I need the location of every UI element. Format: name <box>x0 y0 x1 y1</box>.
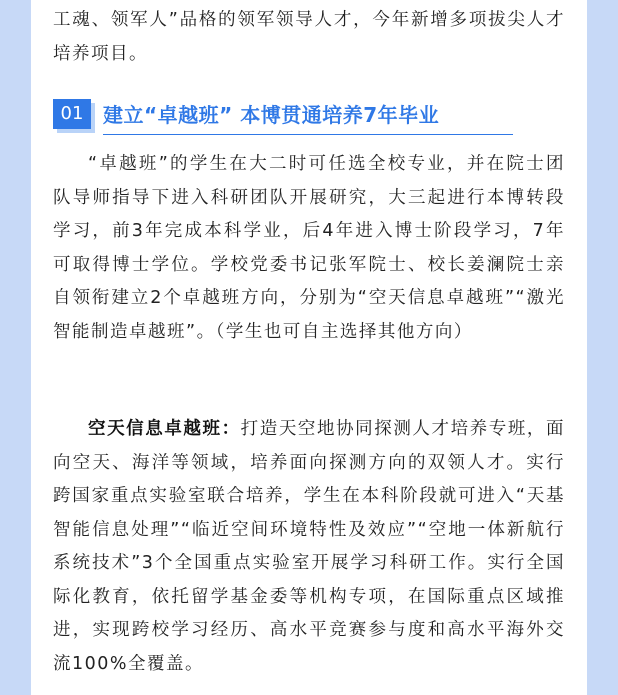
paragraph-excellence-class: “卓越班”的学生在大二时可任选全校专业，并在院士团队导师指导下进入科研团队开展研究，大三起进行本博转段学习，前3年完成本科学业，后4年进入博士阶段学习，7年可取得博士学位。学校党委书记张军院士、校长姜澜院士亲自领衔建立2个卓越班方向，分别为“空天信息卓越班”“激光智能制造卓越班”。（学生也可自主选择其他方向） <box>53 154 565 342</box>
section-number-badge: 01 <box>53 99 91 129</box>
section-title: 建立“卓越班” 本博贯通培养7年毕业 <box>103 103 440 127</box>
article-page <box>31 0 587 695</box>
intro-paragraph: 工魂、领军人”品格的领军领导人才，今年新增多项拔尖人才培养项目。 <box>53 10 565 64</box>
paragraph-lead: 空天信息卓越班： <box>88 419 241 439</box>
paragraph-body: 打造天空地协同探测人才培养专班，面向空天、海洋等领域，培养面向探测方向的双领人才。实行跨国家重点实验室联合培养，学生在本科阶段就可进入“天基智能信息处理”“临近空间环境特性及效应”“空地一体新航行系统技术”3个全国重点实验室开展学习科研工作。实行全国际化教育，依托留学基金委等机构专项，在国际重点区域推进，实现跨校学习经历、高水平竞赛参与度和高水平海外交流100%全覆盖。 <box>53 419 566 674</box>
section-heading <box>53 97 513 137</box>
paragraph-aerospace-class <box>53 413 565 681</box>
section-title-underline <box>103 134 513 135</box>
